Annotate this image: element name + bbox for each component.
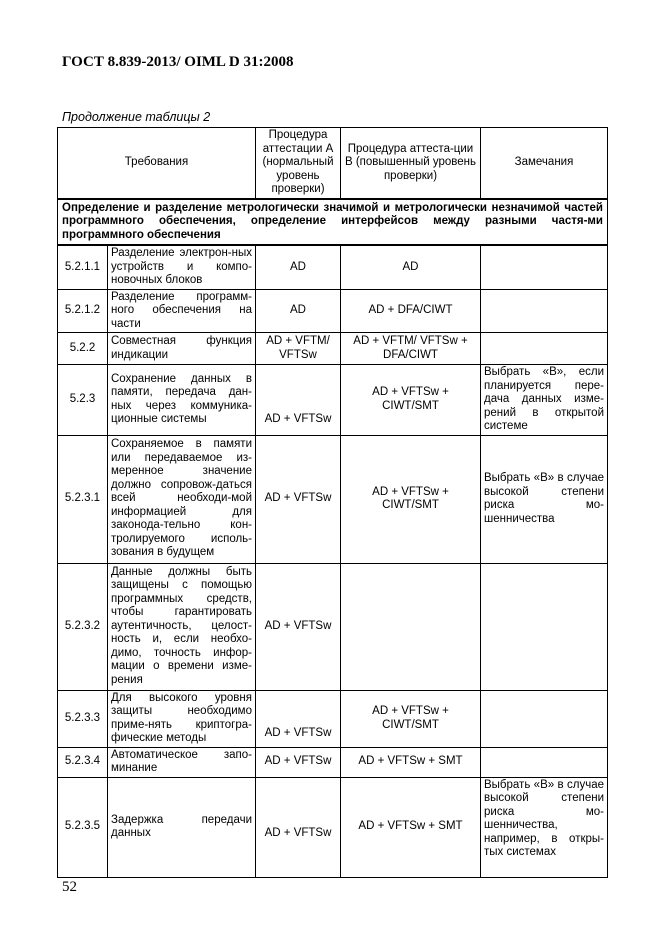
row-requirement: Данные должны быть защищены с помощью программных средств, чтобы гарантировать аутентичность, целост-ность и, если необхо-димо, точность инфор-мации о времени изме-рения [108,563,256,690]
row-number: 5.2.3.4 [58,747,108,777]
row-requirement: Задержка передачи данных [108,777,256,877]
row-note: Выбрать «В», если планируется пере-дача данных изме-рений в открытой системе [481,365,608,436]
row-procedure-a: AD + VFTSw [256,777,341,877]
table-row [58,245,608,289]
row-note [481,747,608,777]
section-title: Определение и разделение метрологически значимой и метрологически незначимой частей программного обеспечения, определение интерфейсов между разными частя-ми программного обеспечения [58,199,608,246]
table-row [58,563,608,690]
row-procedure-b: AD [341,245,481,289]
table-row [58,333,608,365]
row-procedure-b: AD + VFTSw + CIWT/SMT [341,690,481,747]
row-note [481,690,608,747]
row-procedure-b: AD + VFTSw + SMT [341,747,481,777]
row-note [481,333,608,365]
row-number: 5.2.3.2 [58,563,108,690]
document-header: ГОСТ 8.839-2013/ OIML D 31:2008 [62,54,294,70]
row-note [481,289,608,333]
table-row [58,777,608,877]
table-row [58,365,608,436]
row-procedure-a: AD + VFTSw [256,747,341,777]
row-procedure-b [341,563,481,690]
page-number: 52 [62,879,77,895]
row-procedure-a: AD + VFTSw [256,690,341,747]
row-requirement: Для высокого уровня защиты необходимо приме-нять криптогра-фические методы [108,690,256,747]
row-procedure-a: AD [256,289,341,333]
row-requirement: Сохранение данных в памяти, передача дан-ных через коммуника-ционные системы [108,365,256,436]
row-procedure-b: AD + VFTSw + SMT [341,777,481,877]
row-number: 5.2.3.5 [58,777,108,877]
header-notes: Замечания [481,128,608,199]
section-row [58,199,608,246]
header-procedure-b: Процедура аттеста-ции В (повышенный уровень проверки) [341,128,481,199]
row-procedure-a: AD [256,245,341,289]
row-note [481,245,608,289]
row-requirement: Разделение электрон-ных устройств и компо-новочных блоков [108,245,256,289]
row-number: 5.2.1.1 [58,245,108,289]
row-procedure-b: AD + VFTM/ VFTSw + DFA/CIWT [341,333,481,365]
row-number: 5.2.3.3 [58,690,108,747]
header-requirements: Требования [58,128,256,199]
row-requirement: Сохраняемое в памяти или передаваемое из-меренное значение должно сопровож-даться всей необходи-мой информацией для законода-тельно кон-тролируемого исполь-зования в будущем [108,435,256,563]
row-number: 5.2.1.2 [58,289,108,333]
row-procedure-a: AD + VFTM/ VFTSw [256,333,341,365]
row-note: Выбрать «В» в случае высокой степени риска мо-шенничества [481,435,608,563]
table-row [58,690,608,747]
row-requirement: Автоматическое запо-минание [108,747,256,777]
row-requirement: Разделение программ-ного обеспечения на части [108,289,256,333]
row-procedure-a: AD + VFTSw [256,563,341,690]
row-procedure-b: AD + DFA/CIWT [341,289,481,333]
row-number: 5.2.2 [58,333,108,365]
row-note [481,563,608,690]
row-procedure-a: AD + VFTSw [256,435,341,563]
requirements-table [57,127,608,878]
row-procedure-b: AD + VFTSw + CIWT/SMT [341,365,481,436]
header-procedure-a: Процедура аттестации А (нормальный уровень проверки) [256,128,341,199]
table-header-row [58,128,608,199]
row-number: 5.2.3.1 [58,435,108,563]
row-requirement: Совместная функция индикации [108,333,256,365]
row-procedure-b: AD + VFTSw + CIWT/SMT [341,435,481,563]
table-row [58,289,608,333]
table-caption: Продолжение таблицы 2 [62,110,211,124]
row-note: Выбрать «В» в случае высокой степени риска мо-шенничества, например, в откры-тых системах [481,777,608,877]
table-row [58,435,608,563]
row-number: 5.2.3 [58,365,108,436]
table-row [58,747,608,777]
row-procedure-a: AD + VFTSw [256,365,341,436]
